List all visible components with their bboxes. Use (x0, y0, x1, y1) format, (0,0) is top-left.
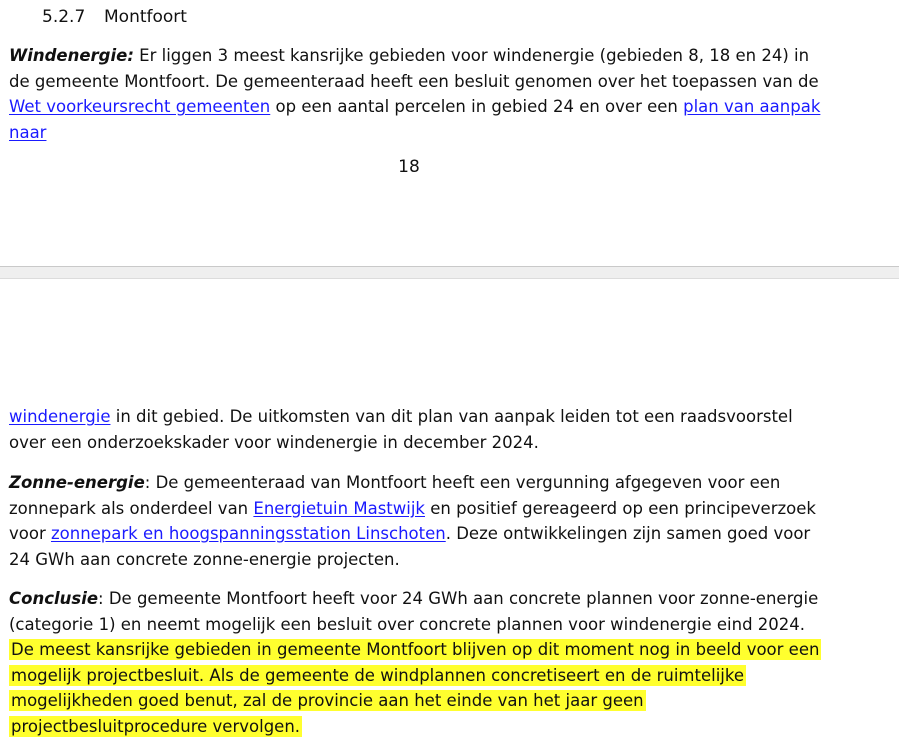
link-plan-van-aanpak-part2[interactable]: windenergie (9, 407, 111, 426)
section-heading (42, 6, 187, 28)
wind-text-1: Er liggen 3 meest kansrijke gebieden voor windenergie (gebieden 8, 18 en 24) in de gemeente Montfoort. De gemeenteraad heeft een besluit genomen over het toepassen van de (9, 46, 819, 91)
paragraph-windenergie (9, 43, 829, 145)
page-separator (0, 266, 899, 279)
document-page-19 (0, 279, 899, 750)
page-number: 18 (398, 157, 420, 177)
document-page-18 (0, 0, 899, 266)
section-title: Montfoort (104, 7, 187, 27)
link-wet-voorkeursrecht[interactable]: Wet voorkeursrecht gemeenten (9, 97, 271, 116)
wind-text-3: in dit gebied. De uitkomsten van dit plan van aanpak leiden tot een raadsvoorstel over een onderzoekskader voor windenergie in december 2024. (9, 407, 793, 452)
paragraph-windenergie-continued (9, 404, 829, 455)
paragraph-label-conclusie: Conclusie (9, 589, 99, 608)
paragraph-zonne-energie (9, 470, 829, 572)
wind-text-2: op een aantal percelen in gebied 24 en over een (270, 97, 684, 116)
section-number: 5.2.7 (42, 7, 86, 27)
paragraph-label-zonne-energie: Zonne-energie (9, 473, 145, 492)
paragraph-label-windenergie: Windenergie: (9, 46, 134, 65)
conclusie-text-1: : De gemeente Montfoort heeft voor 24 GWh aan concrete plannen voor zonne-energie (categorie 1) en neemt mogelijk een besluit over concrete plannen voor windenergie eind 2024. (9, 589, 819, 634)
link-energietuin-mastwijk[interactable]: Energietuin Mastwijk (253, 498, 425, 518)
zon-text-2: en positief gereageerd op een principeverzoek voor (9, 498, 816, 543)
zon-text-3: . Deze ontwikkelingen zijn samen goed voor 24 GWh aan concrete zonne-energie projecten. (9, 524, 811, 569)
highlighted-conclusion: De meest kansrijke gebieden in gemeente Montfoort blijven op dit moment nog in beeld voor een mogelijk projectbesluit. Als de gemeente de windplannen concretiseert en de ruimtelijke mogelijkheden goed benut, zal de provincie aan het einde van het jaar geen projectbesluitprocedure vervolgen. (11, 640, 820, 736)
link-zonnepark-linschoten[interactable]: zonnepark en hoogspanningsstation Linschoten (50, 524, 446, 543)
zon-text-1: : De gemeenteraad van Montfoort heeft een vergunning afgegeven voor een zonnepark als onderdeel van (9, 473, 781, 518)
paragraph-conclusie (9, 586, 829, 739)
link-plan-van-aanpak-part1[interactable]: plan van aanpak naar (9, 97, 821, 142)
